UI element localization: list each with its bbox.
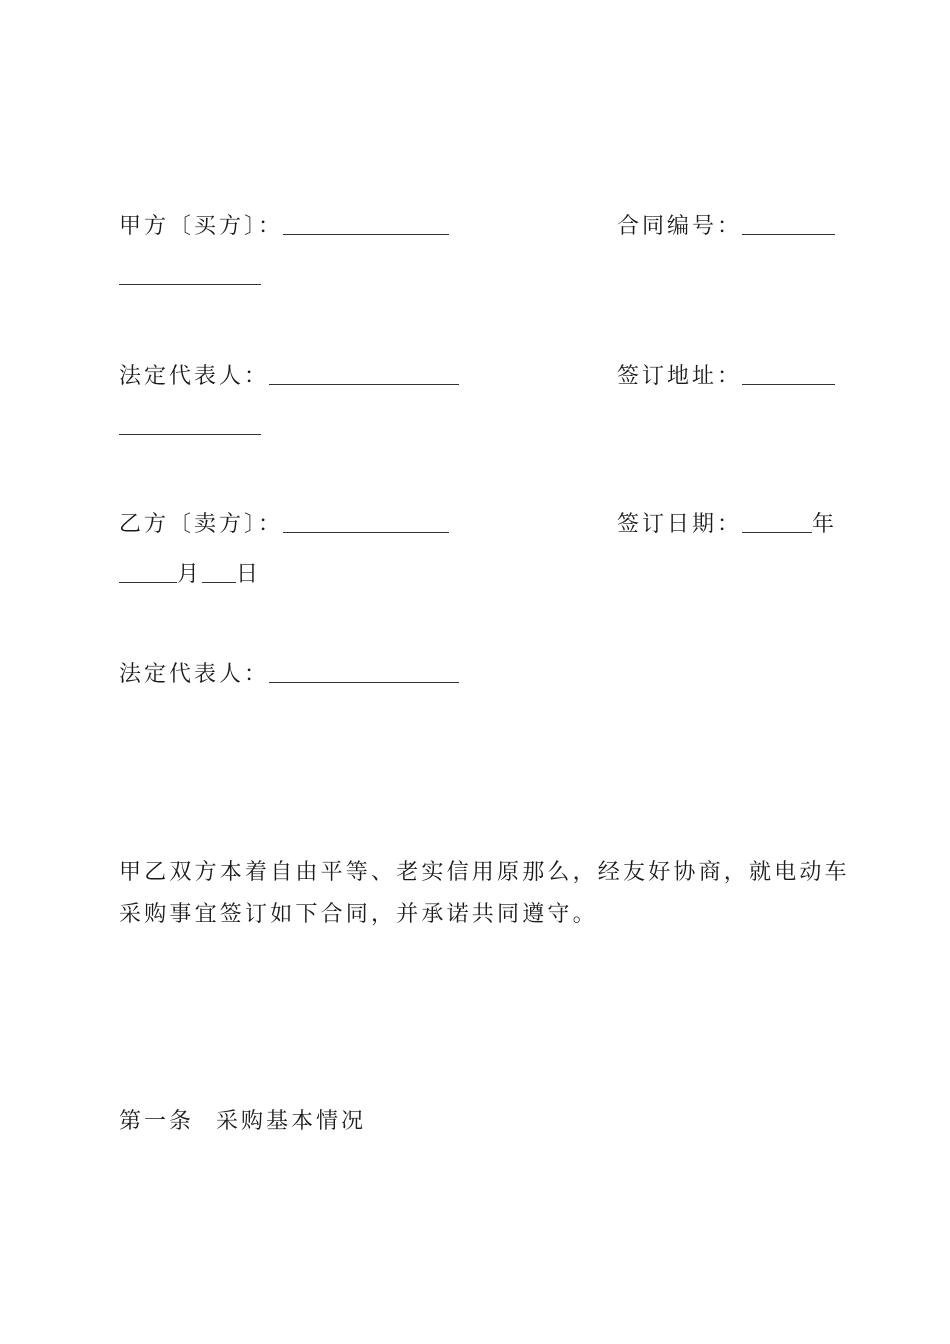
sign-date-year-blank[interactable] [742,510,812,533]
sign-place-row [617,362,835,392]
party-a-blank[interactable] [283,212,449,235]
year-label: 年 [812,512,838,537]
day-label: 日 [236,562,262,587]
sign-date-month-blank[interactable] [119,560,177,583]
sign-date-day-blank[interactable] [202,560,236,583]
contract-no-row [617,212,835,242]
party-b-label: 乙方〔卖方〕： [119,512,284,537]
contract-no-label: 合同编号： [617,214,743,239]
intro-line-2: 采购事宜签订如下合同，并承诺共同遵守。 [119,902,598,927]
legal-rep-b-row [119,660,459,690]
article-1-heading [119,1107,366,1137]
sign-date-row [617,510,837,540]
legal-rep-a-blank[interactable] [269,362,459,385]
month-label: 月 [177,562,203,587]
sign-place-continuation [119,412,261,442]
party-a-row [119,212,449,242]
article-1-title: 采购基本情况 [216,1109,367,1134]
sign-place-blank-cont[interactable] [119,412,261,435]
sign-date-label: 签订日期： [617,512,743,537]
legal-rep-a-row [119,362,459,392]
party-b-row [119,510,449,540]
intro-line-1: 甲乙双方本着自由平等、老实信用原那么，经友好协商，就电动车 [119,860,850,885]
legal-rep-b-blank[interactable] [269,660,459,683]
legal-rep-a-label: 法定代表人： [119,364,270,389]
article-1-number: 第一条 [119,1109,195,1134]
legal-rep-b-label: 法定代表人： [119,662,270,687]
contract-no-continuation [119,262,261,292]
sign-place-blank[interactable] [742,362,835,385]
contract-no-blank[interactable] [742,212,835,235]
sign-place-label: 签订地址： [617,364,743,389]
party-a-label: 甲方〔买方〕： [119,214,284,239]
intro-paragraph [119,852,850,936]
party-b-blank[interactable] [283,510,449,533]
contract-no-blank-cont[interactable] [119,262,261,285]
sign-date-continuation [119,560,261,590]
